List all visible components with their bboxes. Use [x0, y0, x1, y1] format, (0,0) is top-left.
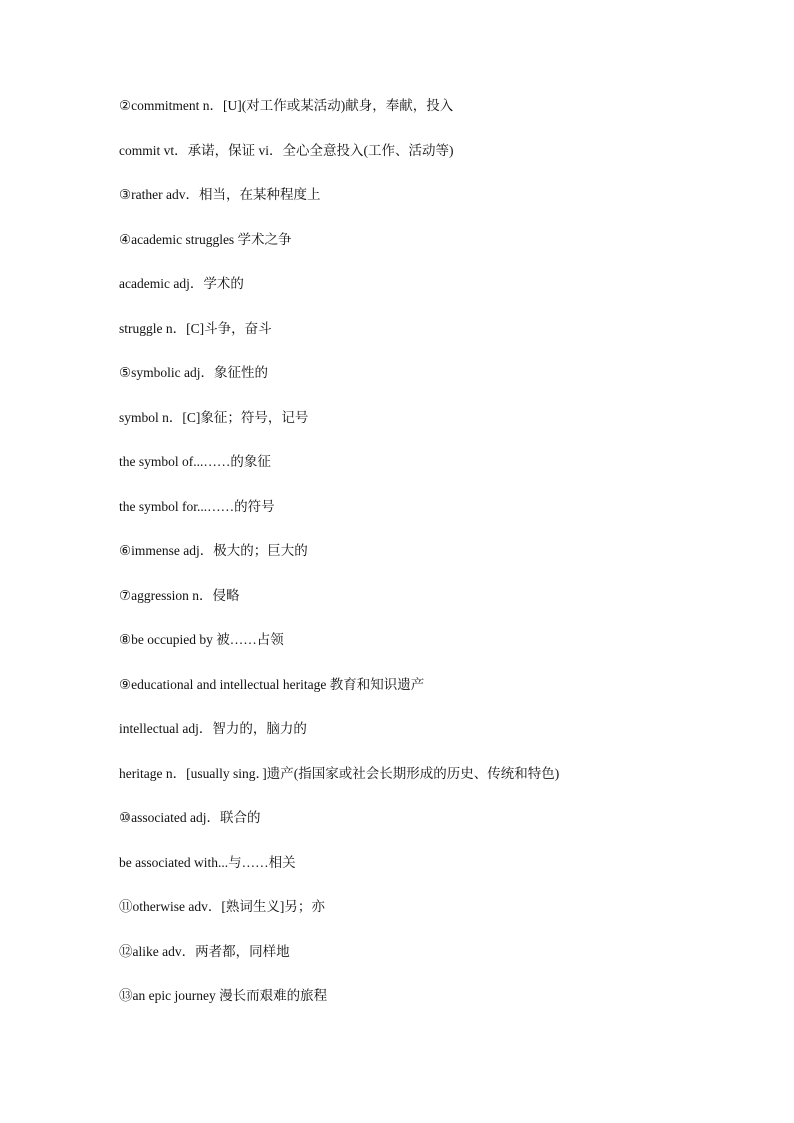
vocab-line-symbol: symbol n．[C]象征；符号，记号 — [119, 410, 309, 425]
vocab-line-alike: ⑫alike adv．两者都，同样地 — [119, 944, 290, 959]
vocab-line-immense: ⑥immense adj．极大的；巨大的 — [119, 543, 308, 558]
vocab-line-struggle: struggle n．[C]斗争，奋斗 — [119, 321, 272, 336]
vocab-line-associated-with: be associated with...与……相关 — [119, 855, 296, 870]
vocab-line-academic-struggles: ④academic struggles 学术之争 — [119, 232, 292, 247]
vocab-line-commit: commit vt．承诺，保证 vi．全心全意投入(工作、活动等) — [119, 143, 454, 158]
vocab-line-symbol-of: the symbol of...……的象征 — [119, 454, 271, 469]
vocab-line-symbolic: ⑤symbolic adj．象征性的 — [119, 365, 268, 380]
vocab-line-aggression: ⑦aggression n．侵略 — [119, 588, 240, 603]
vocab-line-epic-journey: ⑬an epic journey 漫长而艰难的旅程 — [119, 988, 328, 1003]
vocab-line-commitment: ②commitment n．[U](对工作或某活动)献身，奉献，投入 — [119, 98, 454, 113]
vocab-line-otherwise: ⑪otherwise adv．[熟词生义]另；亦 — [119, 899, 325, 914]
vocab-line-heritage: heritage n．[usually sing．]遗产(指国家或社会长期形成的历史、传统和特色) — [119, 766, 560, 781]
vocab-line-associated: ⑩associated adj．联合的 — [119, 810, 261, 825]
vocab-line-academic: academic adj．学术的 — [119, 276, 244, 291]
vocab-line-intellectual: intellectual adj．智力的，脑力的 — [119, 721, 307, 736]
vocab-line-symbol-for: the symbol for...……的符号 — [119, 499, 275, 514]
vocab-line-occupied: ⑧be occupied by 被……占领 — [119, 632, 284, 647]
vocab-line-rather: ③rather adv．相当，在某种程度上 — [119, 187, 321, 202]
vocab-line-heritage-phrase: ⑨educational and intellectual heritage 教育和知识遗产 — [119, 677, 425, 692]
